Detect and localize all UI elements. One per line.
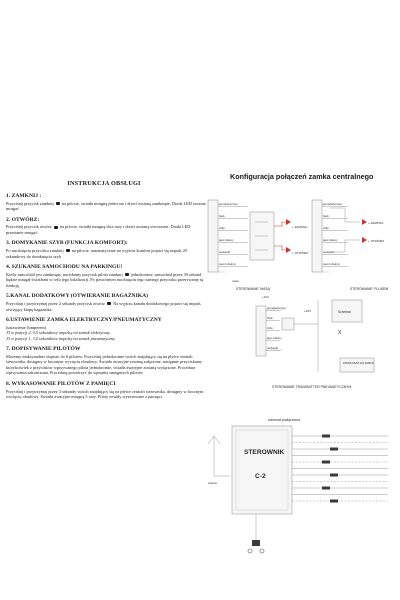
harness-connector — [322, 461, 330, 464]
wire-label: biały — [323, 214, 329, 218]
pneumatic-label: PRODUCENT DO ZAMKA — [343, 362, 374, 365]
connector-b — [312, 200, 322, 272]
section-heading: 6.USTAWIENIE ZAMKA ELEKTRYCZNY/PNEUMATYCZNY — [6, 317, 162, 324]
ctrl-label-b-unlock: + OTWÓRZ — [368, 239, 384, 243]
diagram-plus-control — [312, 200, 389, 291]
diagrams-title: Konfiguracja połączeń zamka centralnego — [230, 172, 374, 181]
wire-label: niebieski — [267, 346, 278, 350]
harness-connector — [330, 500, 338, 503]
wire-label: pomarańczowy — [267, 306, 286, 310]
harness-connector — [330, 448, 338, 451]
wire-label: niebieski — [323, 250, 334, 254]
caption-plus-control: STEROWANIE 'PLUSEM' — [350, 287, 389, 291]
relay-c — [282, 318, 294, 330]
pneumatic-box — [340, 358, 374, 372]
ctrl-label-b-lock: + ZAMKNIJ — [368, 221, 384, 225]
plus-label-c: +12V — [262, 295, 270, 299]
section-heading: 4. SZUKANIE SAMOCHODU NA PARKINGU! — [6, 264, 123, 271]
wire-labels-a — [218, 202, 248, 283]
diagram-ground-control — [208, 200, 308, 291]
ctrl-label-a-lock: + ZAMKNIJ — [292, 225, 308, 229]
controller-caption: schemat podłączenia — [268, 418, 300, 422]
caption-pneumatic-control: STEROWANIE TRANSMITTER PNEUMATYCZNYM — [272, 385, 352, 389]
ground-label: masa — [232, 279, 239, 283]
wire-label: niebieski — [219, 250, 230, 254]
connector-c — [256, 306, 266, 356]
controller-box — [232, 426, 292, 514]
wire-label: żółty — [267, 326, 273, 330]
wire-label: biały — [219, 214, 225, 218]
cross-mark: X — [338, 330, 342, 336]
bottom-connector — [252, 540, 260, 546]
controller-name: STEROWNIK — [244, 449, 285, 456]
wire-label: ciemn.zielony — [323, 262, 340, 266]
wire-label: żółty — [323, 226, 329, 230]
section-body: (ustawienie Jumperem) — [6, 324, 47, 330]
wire-label: biały — [267, 316, 273, 320]
plus-label-c2: +12V — [304, 309, 312, 313]
ctrl-label-a-unlock: + OTWÓRZ — [292, 251, 308, 255]
section-heading: 1. ZAMKNIJ : — [6, 193, 42, 199]
caption-ground-control: STEROWANIE 'MASĄ' — [236, 287, 271, 291]
section-body: Możemy maksymalnie dopisać do 6 pilotów. Przyciśnij jednokrotnie switch znajdujący się na płytce centrali sterownika, dostępny w bocznym wycięciu obudowy. Światła awaryjne zostaną załączone, następnie przyciskamy którykolwiek z przycisków wpisywanego pilota jednokrotnie, światła awaryjne zostaną wyłączone. Procedura wpisywania zakończona. Procedurę powtórzyć do wpisania następnych pilotów — [6, 353, 203, 376]
wire-label: żółty — [219, 226, 225, 230]
wire-label: ciemn.zielony — [219, 262, 236, 266]
section-heading: 8. WYKASOWANIE PILOTÓW Z PAMIĘCI — [6, 380, 116, 387]
wire-label: jasn.zielony — [219, 238, 234, 242]
section-note: J3 w pozycji 2, 0,5 sekundowy impulsy na zamek elektryczny. — [6, 330, 111, 336]
section-heading: 3. DOMYKANIE SZYB (FUNKCJA KOMFORT): — [6, 240, 128, 247]
section-body: Przyciśnij przycisk zamknij na pilocie, światła mrugną jeden raz i drzwi zostaną zamknięte. Dioda LED zacznie mrugać. — [6, 200, 206, 212]
wire-label: pomarańczowy — [219, 202, 238, 206]
instructions-title: INSTRUKCJA OBSŁUGI — [67, 180, 141, 187]
section-body: Kiedy samochód jest zamknięty, naciskamy przycisk pilota zamknij jednokrotnie, samochód przez 30 sekund będzie mrugał światłami w celu jego lokalizacji. Po powtórnym naciśnięciu tego samego przycisku przerywamy tę funkcję. — [6, 271, 204, 288]
relay-label: Schemat — [338, 310, 351, 314]
wire-labels-b — [322, 202, 348, 267]
diagram-pneumatic-control — [256, 295, 374, 389]
harness-connector — [330, 474, 338, 477]
section-body: Po naciśnięciu przycisku zamknij na pilocie, automatycznie na wyjściu komfort pojawi się impuls 25 sekundowy do domknięcia szyb — [6, 248, 188, 259]
section-body: Przyciśnij i przytrzymaj przez 2 sekundy przycisk otwórz Na wyjściu kanału dodatkowego pojawi się impuls otwiający klapę bagażnika. — [6, 301, 201, 312]
section-note: J3 w pozycji 1, 3,5 sekundowe impulsy na zamek pneumatyczny — [6, 335, 115, 341]
connector-a — [208, 200, 218, 272]
section-heading: 5.KANAL DODATKOWY (OTWIERANIE BAGAŻNIKA) — [6, 293, 149, 300]
section-heading: 7. DOPISYWANIE PILOTÓW — [6, 346, 81, 353]
section-heading: 2. OTWÓRZ: — [6, 216, 40, 223]
harness-connector — [322, 487, 330, 490]
wire-label: jasn.zielony — [323, 238, 338, 242]
section-body: Przyciśnij i przytrzymaj przez 3 sekundy switch znajdujący się na płytce centrali sterownika, dostępny w bocznym wycięciu obudowy. Światła awaryjne mrugną 5 razy. Piloty zostały wyzerowane z pamięci. — [6, 388, 204, 400]
wire-label: jasn.zielony — [267, 336, 282, 340]
harness-connector — [322, 435, 330, 438]
antenna-label: Antena — [208, 481, 217, 485]
section-body: Przyciśnij przycisk otwórz na pilocie, światła mrugną dwa razy i drzwi zostaną otworzone. Dioda LED przestanie mrugać. — [6, 224, 191, 235]
controller-model: C-2 — [255, 473, 266, 480]
controller-harness — [292, 435, 388, 503]
controller-diagram — [208, 418, 388, 553]
wire-label: pomarańczowy — [323, 202, 342, 206]
